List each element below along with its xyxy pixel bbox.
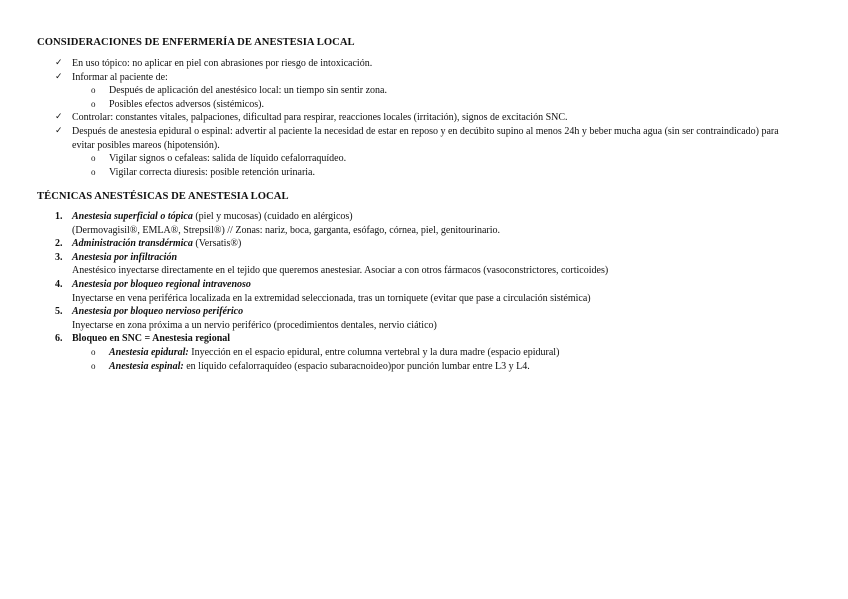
item-title: Administración transdérmica — [72, 238, 193, 250]
item-title: Anestesia superficial o tópica — [72, 211, 193, 222]
item-text: Después de aplicación del anestésico local: un tiempo sin sentir zona. — [109, 85, 387, 97]
sub-list-item — [0, 346, 848, 360]
circle-bullet-icon: o — [91, 153, 96, 164]
item-number: 1. — [55, 211, 63, 222]
item-number: 3. — [55, 251, 63, 263]
list-item — [0, 125, 848, 152]
item-detail: (Versatis®) — [192, 238, 242, 250]
list-item — [0, 57, 848, 71]
item-title: Anestesia por bloqueo nervioso periférico — [72, 306, 244, 318]
item-text: Posibles efectos adversos (sistémicos). — [109, 98, 264, 110]
item-number: 2. — [55, 238, 63, 250]
item-detail: (piel y mucosas) (cuidado en alérgicos) — [192, 211, 353, 222]
sub-list-item — [0, 360, 848, 374]
item-text: Vigilar correcta diuresis: posible retención urinaria. — [109, 166, 315, 178]
item-description: Inyectarse en zona próxima a un nervio periférico (procedimientos dentales, nervio ciático) — [72, 319, 437, 331]
circle-bullet-icon: o — [91, 98, 96, 109]
circle-bullet-icon: o — [91, 85, 96, 96]
sub-list-item — [0, 152, 848, 166]
sub-list-item — [0, 98, 848, 112]
numbered-item — [0, 210, 848, 237]
item-detail: en líquido cefalorraquídeo (espacio subaracnoideo)por punción lumbar entre L3 y L4. — [183, 360, 530, 372]
check-icon: ✓ — [55, 58, 63, 68]
circle-bullet-icon: o — [91, 346, 96, 357]
numbered-item — [0, 251, 848, 278]
nursing-considerations-list — [0, 57, 848, 179]
sub-list-item — [0, 84, 848, 98]
item-title: Anestesia por infiltración — [72, 251, 178, 263]
numbered-item — [0, 278, 848, 305]
item-text: Controlar: constantes vitales, palpaciones, dificultad para respirar, reacciones locales (irritación), signos de excitación SNC. — [72, 112, 568, 124]
item-detail: Inyección en el espacio epidural, entre columna vertebral y la dura madre (espacio epidural) — [188, 346, 560, 358]
item-description: Inyectarse en vena periférica localizada en la extremidad seleccionada, tras un torniquete (evitar que pase a circulación sistémica) — [72, 292, 591, 304]
list-item — [0, 111, 848, 125]
numbered-item — [0, 237, 848, 251]
item-number: 5. — [55, 306, 63, 318]
section-heading-tecnicas: TÉCNICAS ANESTÉSICAS DE ANESTESIA LOCAL — [37, 191, 289, 202]
numbered-item — [0, 305, 848, 332]
item-title: Bloqueo en SNC = Anestesia regional — [72, 333, 231, 345]
item-text: Después de anestesia epidural o espinal: advertir al paciente la necesidad de estar en reposo y en decúbito supino al menos 24h y beber mucha agua (sin ser contraindicado) para evitar posibles mareos (hipotensión). — [72, 125, 779, 151]
circle-bullet-icon: o — [91, 166, 96, 177]
anesthesia-techniques-list — [0, 210, 848, 373]
item-title: Anestesia por bloqueo regional intravenoso — [72, 278, 251, 290]
item-text: Informar al paciente de: — [72, 71, 168, 83]
list-item — [0, 71, 848, 85]
circle-bullet-icon: o — [91, 360, 96, 371]
item-title: Anestesia espinal: — [109, 360, 184, 372]
check-icon: ✓ — [55, 112, 63, 123]
item-text: Vigilar signos o cefaleas: salida de líquido cefalorraquídeo. — [109, 153, 347, 165]
sub-list-item — [0, 166, 848, 180]
check-icon: ✓ — [55, 125, 63, 136]
item-text: En uso tópico: no aplicar en piel con abrasiones por riesgo de intoxicación. — [72, 58, 373, 69]
section-heading-consideraciones: CONSIDERACIONES DE ENFERMERÍA DE ANESTESIA LOCAL — [37, 37, 355, 48]
numbered-item — [0, 332, 848, 346]
item-number: 6. — [55, 333, 63, 345]
item-number: 4. — [55, 278, 63, 290]
item-title: Anestesia epidural: — [109, 346, 189, 358]
item-description: (Dermovagisil®, EMLA®, Strepsil®) // Zonas: nariz, boca, garganta, esófago, córnea, piel, genitourinario. — [72, 224, 501, 236]
item-description: Anestésico inyectarse directamente en el tejido que queremos anestesiar. Asociar a con otros fármacos (vasoconstrictores, corticoides) — [72, 265, 609, 277]
check-icon: ✓ — [55, 71, 63, 82]
